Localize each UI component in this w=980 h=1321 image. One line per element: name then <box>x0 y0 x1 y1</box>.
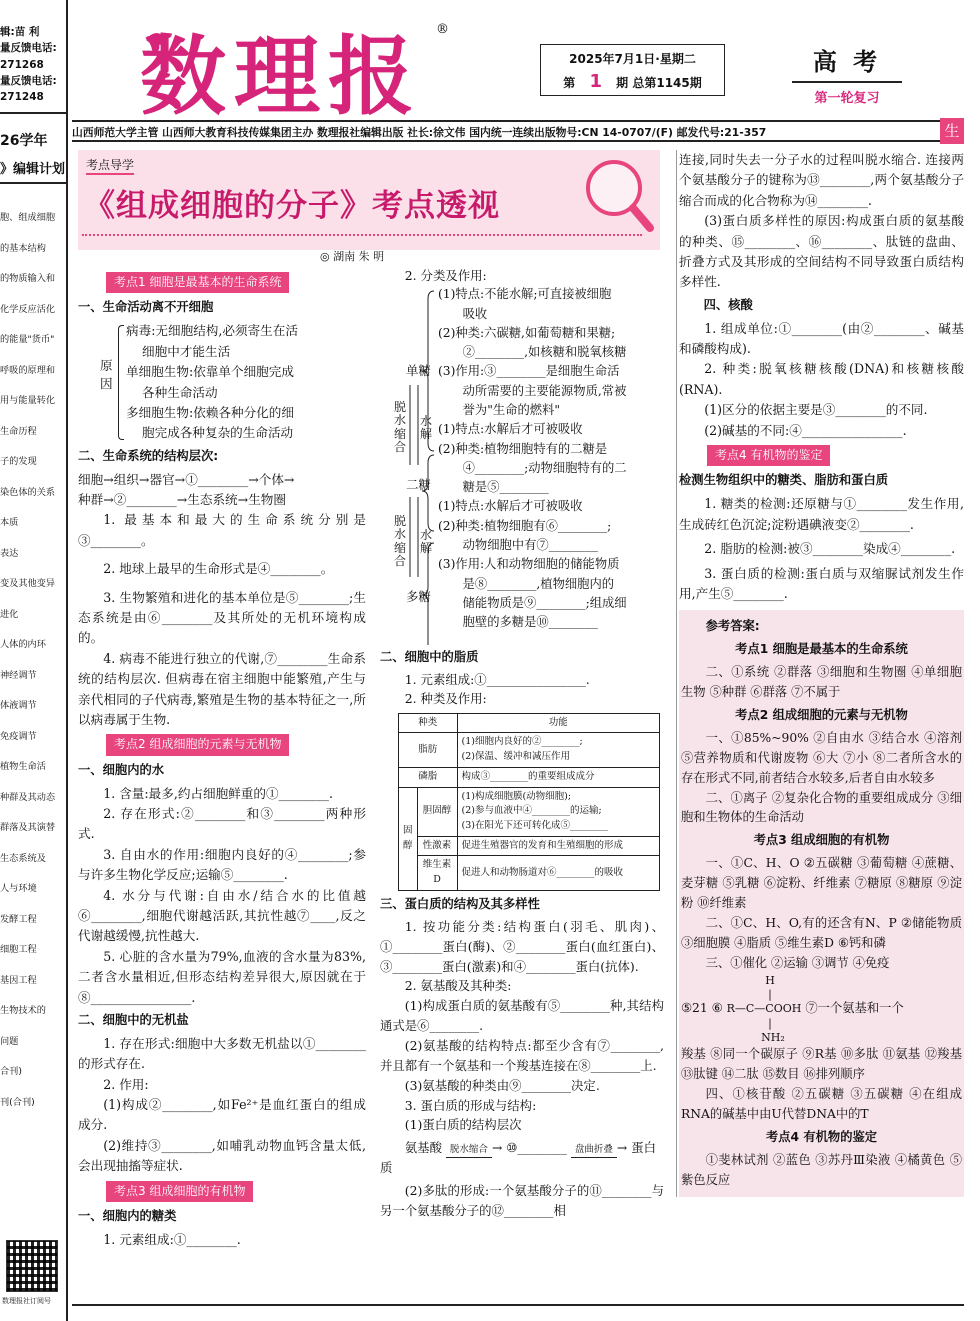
table-header: 功能 <box>457 713 659 733</box>
reason-line: 胞完成各种复杂的生命活动 <box>142 425 294 441</box>
hier-step: 蛋白质 <box>380 1140 657 1176</box>
toc-item[interactable]: 本质 <box>0 517 19 528</box>
reason-bracket <box>78 321 366 443</box>
poly-text: 动物细胞中有⑦________ <box>462 538 598 553</box>
section-head-k1: 考点1 细胞是最基本的生命系统 <box>106 272 289 293</box>
poly-text: (2)种类:植物细胞有⑥________; <box>438 518 612 533</box>
magnifier-icon <box>578 154 656 234</box>
hier-step: 氨基酸 <box>404 1140 442 1156</box>
hydrolysis-label: 水解 <box>420 414 433 442</box>
mono-text: (2)种类:六碳糖,如葡萄糖和果糖; <box>438 325 616 340</box>
toc-item[interactable]: 问题 <box>0 1035 19 1047</box>
reason-line: 各种生命活动 <box>142 384 218 400</box>
toc-item[interactable]: 的物质输入和 <box>0 273 56 284</box>
table-cell: 胆固醇 <box>417 787 457 836</box>
question: 1. 糖类的检测:还原糖与①________发生作用,生成砖红色沉淀;淀粉遇碘液变②________. <box>679 496 964 532</box>
subsection-title: 四、核酸 <box>703 297 753 312</box>
question: 3. 蛋白质的形成与结构: <box>404 1097 537 1113</box>
subject-badge: 生 <box>940 118 964 144</box>
registered-mark: ® <box>436 22 449 37</box>
table-cell: 维生素D <box>417 856 457 890</box>
poly-text: 胞壁的多糖是⑩________ <box>462 615 598 630</box>
answer-head: 考点2 组成细胞的元素与无机物 <box>735 707 908 722</box>
di-text: (2)种类:植物细胞特有的二糖是 <box>438 441 608 456</box>
section-head-k4: 考点4 有机物的鉴定 <box>707 445 830 466</box>
toc-item[interactable]: 进化 <box>0 608 19 620</box>
answer-text: 二、①离子 ②复杂化合物的重要组成成分 ③细胞和生物体的生命活动 <box>681 790 962 825</box>
answer-head: 考点4 有机物的鉴定 <box>765 1129 878 1144</box>
subsection-title: 一、细胞内的糖类 <box>78 1209 177 1223</box>
toc-item[interactable]: 的能量"货币" <box>0 334 55 345</box>
issue-total: 期 总第1145期 <box>616 76 702 90</box>
toc-item[interactable]: 人体的内环 <box>0 639 46 650</box>
question: (3)蛋白质多样性的原因:构成蛋白质的氨基酸的种类、⑮________、⑯________、肽链的盘曲、折叠方式及其形成的空间结构不同导致蛋白质结构多样性. <box>679 213 964 290</box>
text-line: 细胞→组织→器官→①________→个体→ <box>78 471 295 487</box>
toc-item[interactable]: 生物技术的 <box>0 1005 46 1016</box>
question: 2. 氨基酸及其种类: <box>404 978 512 994</box>
di-text: (1)特点:水解后才可被吸收 <box>438 422 583 437</box>
table-cell: (1)构成细胞膜(动物细胞); <box>461 790 572 802</box>
issue-box <box>540 44 725 96</box>
protein-hierarchy: 氨基酸 脱水缩合 → ⑩________ 盘曲折叠 → 蛋白质 <box>380 1140 657 1176</box>
subsection-title: 一、生命活动离不开细胞 <box>78 300 214 315</box>
text-line: 1. 元素组成:①________________. <box>404 672 590 688</box>
di-text: 糖是⑤________ <box>462 480 549 495</box>
toc-item[interactable]: 发酵工程 <box>0 913 37 925</box>
question: 5. 心脏的含水量为79%,血液的含水量为83%,二者含水量相近,但形态结构差异很大,原因就在于⑧________________. <box>78 948 366 1005</box>
plan-title: 》编辑计划 <box>0 162 66 177</box>
masthead-logo <box>130 18 440 122</box>
question: (1)区分的依据主要是③________的不同. <box>704 402 928 418</box>
reason-line: 单细胞生物:依靠单个细胞完成 <box>126 364 294 380</box>
question: 3. 蛋白质的检测:蛋白质与双缩脲试剂发生作用,产生⑤________. <box>679 565 964 601</box>
column-1 <box>78 268 366 1250</box>
toc-item[interactable]: 体液调节 <box>0 700 37 711</box>
subsection-title: 二、细胞中的脂质 <box>380 650 479 665</box>
question: 连接,同时失去一分子水的过程叫脱水缩合. 连接两个氨基酸分子的键称为⑬________,两个氨基酸分子缩合而成的化合物称为⑭________. <box>679 152 964 208</box>
logo-text: 数理报 <box>140 26 422 118</box>
question: (2)维持③________,如哺乳动物血钙含量太低,会出现抽搐等症状. <box>78 1137 366 1174</box>
mono-text: ②________,如核糖和脱氧核糖 <box>462 345 627 360</box>
answer-text: 羧基 ⑧同一个碳原子 ⑨R基 ⑩多肽 ⑪氨基 ⑫羧基 ⑬肽键 ⑭二肽 ⑮数目 ⑯排列顺序 <box>681 1047 962 1082</box>
toc-item[interactable]: 群落及其演替 <box>0 822 56 833</box>
conversion-arrows <box>380 285 440 645</box>
reason-line: 细胞中才能生活 <box>142 343 231 359</box>
toc-item[interactable]: 染色体的关系 <box>0 486 56 498</box>
toc-item[interactable]: 变及其他变异 <box>0 578 56 589</box>
table-cell: 固醇 <box>399 787 418 890</box>
table-cell: (2)参与血液中④________的运输; <box>461 805 602 817</box>
toc-list <box>0 212 66 1127</box>
answer-text: 二、①C、H、O,有的还含有N、P ②储能物质 ③细胞膜 ④脂质 ⑤维生素D ⑥钙和磷 <box>681 915 962 950</box>
reason-line: 病毒:无细胞结构,必须寄生在活 <box>126 323 298 339</box>
table-cell: 构成③________的重要组成成分 <box>457 767 659 787</box>
editor-line: 量反馈电话: <box>0 74 57 87</box>
article-title: 《组成细胞的分子》考点透视 <box>84 188 500 224</box>
text-line: 2. 种类及作用: <box>404 691 487 707</box>
section-head-k3: 考点3 组成细胞的有机物 <box>106 1181 253 1202</box>
article-author: ◎ 湖南 朱 明 <box>320 250 385 263</box>
question: 2. 种类:脱氧核糖核酸(DNA)和核糖核酸(RNA). <box>679 361 964 397</box>
mono-text: (3)作用:③________是细胞生命活 <box>438 364 620 379</box>
question: (1)蛋白质的结构层次 <box>404 1117 522 1133</box>
table-cell: (1)细胞内良好的②________; <box>461 736 583 748</box>
toc-item[interactable]: 免疫调节 <box>0 730 37 742</box>
lipid-table <box>398 713 660 891</box>
question: (2)多肽的形成:一个氨基酸分子的⑪________与另一个氨基酸分子的⑫________相 <box>380 1183 664 1219</box>
answer-text: 一、①C、H、O ②五碳糖 ③葡萄糖 ④蔗糖、麦芽糖 ⑤乳糖 ⑥淀粉、纤维素 ⑦糖原 ⑧糖原 ⑨淀粉 ⑩纤维素 <box>681 856 962 911</box>
editor-line: 量反馈电话: <box>0 42 57 55</box>
toc-item[interactable]: 神经调节 <box>0 669 37 681</box>
formula-nh2: NH₂ <box>761 1030 785 1044</box>
publisher-line: 山西师范大学主管 山西师大教育科技传媒集团主办 数理报社编辑出版 社长:徐文伟 国内统一连续出版物号:CN 14-0707/(F) 邮发代号:21-357 <box>72 120 940 142</box>
question: 2. 地球上最早的生命形式是④________。 <box>103 561 334 577</box>
hier-step: ⑩________ <box>506 1140 567 1156</box>
table-cell: 脂肪 <box>399 733 458 767</box>
editor-line: 辑:苗 利 <box>0 26 40 38</box>
answer-head: 考点1 细胞是最基本的生命系统 <box>735 642 908 657</box>
mono-text: 动所需要的主要能源物质,常被 <box>462 383 627 398</box>
poly-text: (3)作用:人和动物细胞的储能物质 <box>438 557 620 572</box>
toc-item[interactable]: 刊(合刊) <box>0 1096 35 1108</box>
hier-arrow: 盘曲折叠 <box>571 1142 617 1158</box>
question: 4. 病毒不能进行独立的代谢,⑦________生命系统的结构层次. 但病毒在宿主细胞中能繁殖,产生与亲代相同的子代病毒,繁殖是生物的基本特征之一,所以病毒属于生物. <box>78 650 366 727</box>
mono-text: 誉为"生命的燃料" <box>462 403 560 417</box>
reason-line: 多细胞生物:依赖各种分化的细 <box>126 404 294 420</box>
question: 3. 自由水的作用:细胞内良好的④________;参与许多生物化学反应;运输⑤________. <box>78 846 366 883</box>
issue-label: 第 <box>563 76 576 90</box>
question: 1. 组成单位:①________(由②________、碱基和磷酸构成). <box>679 320 964 357</box>
answer-text: 三、①催化 ②运输 ③调节 ④免疫 <box>705 955 890 970</box>
question: 4. 水分与代谢:自由水/结合水的比值越⑥________,细胞代谢越活跃,其抗性越⑦____,反之代谢越缓慢,抗性越大. <box>78 887 366 944</box>
text-line: 种群→②________→生态系统→生物圈 <box>78 491 286 507</box>
section-head-k2: 考点2 组成细胞的元素与无机物 <box>106 734 289 755</box>
answer-text: 一、①85%~90% ②自由水 ③结合水 ④溶剂 ⑤营养物质和代谢废物 ⑥大 ⑦小 ⑧二者所含水的存在形式不同,前者结合水较多,后者自由水较多 <box>681 730 962 785</box>
editor-info <box>0 24 66 105</box>
issue-number: 1 <box>589 71 602 92</box>
date-line: 2025年7月1日·星期二 <box>569 52 696 66</box>
mono-label: 单糖 <box>406 363 431 379</box>
formula-main: R—C—COOH <box>726 1002 802 1016</box>
toc-item[interactable]: 生命历程 <box>0 425 37 437</box>
qr-caption: 数理报社订阅号 <box>2 1297 51 1305</box>
table-cell: 促进人和动物肠道对⑥________的吸收 <box>457 856 659 890</box>
question: (1)构成蛋白质的氨基酸有⑤________种,其结构通式是⑥________. <box>380 998 664 1034</box>
subsection-title: 三、蛋白质的结构及其多样性 <box>380 896 540 911</box>
editor-line: 271268 <box>0 58 44 71</box>
toc-item[interactable]: 表达 <box>0 547 19 559</box>
column-3 <box>676 150 964 1197</box>
question: 1. 按功能分类:结构蛋白(羽毛、肌肉)、①________蛋白(酶)、②________蛋白(血红蛋白)、③________蛋白(激素)和④________蛋白(抗体). <box>380 918 664 974</box>
di-label: 二糖 <box>406 477 431 493</box>
question: 3. 生物繁殖和进化的基本单位是⑤________;生态系统是由⑥________及其所处的无机环境构成的。 <box>78 589 366 646</box>
amino-formula-row <box>681 974 962 1045</box>
article-header <box>78 150 660 250</box>
toc-item[interactable]: 种群及其动态 <box>0 791 56 803</box>
poly-text: 是⑧________,植物细胞内的 <box>462 576 615 591</box>
toc-item[interactable]: 胞、组成细胞 <box>0 212 56 223</box>
answer-text: ⑤21 ⑥ <box>681 1001 723 1016</box>
di-text: ④________;动物细胞特有的二 <box>462 460 627 475</box>
year-title: 26学年 <box>0 133 48 149</box>
question: 1. 含量:最多,约占细胞鲜重的①________. <box>103 785 333 801</box>
answer-text: ⑦一个氨基和一个 <box>805 1001 904 1016</box>
answer-head: 考点3 组成细胞的有机物 <box>753 833 890 848</box>
subsection-title: 二、生命系统的结构层次: <box>78 448 219 463</box>
subsection-title: 一、细胞内的水 <box>78 762 165 777</box>
toc-item[interactable]: 基因工程 <box>0 974 37 986</box>
toc-item[interactable]: 的基本结构 <box>0 242 46 254</box>
poly-label: 多糖 <box>406 589 431 605</box>
toc-item[interactable]: 化学反应活化 <box>0 303 56 315</box>
hydrolysis-label: 水解 <box>420 528 433 556</box>
table-cell: 促进生殖器官的发育和生殖细胞的形成 <box>457 836 659 856</box>
reason-label: 原因 <box>100 358 113 391</box>
toc-item[interactable]: 生态系统及 <box>0 852 46 864</box>
table-header: 种类 <box>399 713 458 733</box>
answer-box <box>679 610 964 1196</box>
question: (3)氨基酸的种类由⑨________决定. <box>404 1077 600 1093</box>
dehydration-label: 脱水缩合 <box>394 514 407 568</box>
dehydration-label: 脱水缩合 <box>394 400 407 454</box>
question: 2. 脂肪的检测:被③________染成④________. <box>704 541 956 557</box>
question: 1. 最基本和最大的生命系统分别是③________。 <box>78 512 366 548</box>
table-cell: 磷脂 <box>399 767 458 787</box>
article-kicker: 考点导学 <box>86 156 134 175</box>
answer-text: ①斐林试剂 ②蓝色 ③苏丹Ⅲ染液 ④橘黄色 ⑤紫色反应 <box>681 1152 962 1187</box>
subsection-title: 检测生物组织中的糖类、脂肪和蛋白质 <box>679 473 889 488</box>
grade-block <box>792 42 902 106</box>
table-cell: (2)保温、缓冲和减压作用 <box>461 751 570 763</box>
toc-item[interactable]: 人与环境 <box>0 883 37 894</box>
toc-item[interactable]: 细胞工程 <box>0 944 37 955</box>
question: 2. 作用: <box>103 1076 149 1092</box>
question: 2. 存在形式:②________和③________两种形式. <box>78 806 366 842</box>
editor-line: 271248 <box>0 91 44 104</box>
question: 1. 存在形式:细胞中大多数无机盐以①________的形式存在. <box>78 1035 366 1072</box>
formula-h: H <box>765 973 775 987</box>
question: 1. 元素组成:①________. <box>103 1231 241 1247</box>
qr-code[interactable] <box>6 1240 58 1292</box>
mono-text: (1)特点:不能水解;可直接被细胞 <box>438 287 612 302</box>
grade-label: 高 考 <box>812 47 882 76</box>
question: (1)构成②________,如Fe²⁺是血红蛋白的组成成分. <box>78 1097 366 1133</box>
series-label: 第一轮复习 <box>792 81 902 106</box>
subsection-title: 二、细胞中的无机盐 <box>78 1012 189 1027</box>
toc-item[interactable]: 子的发现 <box>0 456 37 467</box>
answer-title: 参考答案: <box>705 619 760 634</box>
text-line: 2. 分类及作用: <box>404 268 487 283</box>
question: (2)氨基酸的结构特点:都至少含有⑦________,并且都有一个氨基和一个羧基连接在⑧________上. <box>380 1038 664 1073</box>
poly-text: (1)特点:水解后才可被吸收 <box>438 499 583 514</box>
toc-item[interactable]: 呼吸的原理和 <box>0 364 56 376</box>
toc-item[interactable]: 用与能量转化 <box>0 395 56 406</box>
sugar-diagram <box>380 285 664 645</box>
poly-text: 储能物质是⑨________;组成细 <box>462 595 627 610</box>
question: (2)碱基的不同:④________________. <box>704 422 907 438</box>
answer-text: 二、①系统 ②群落 ③细胞和生物圈 ④单细胞生物 ⑤种群 ⑥群落 ⑦不属于 <box>681 665 962 699</box>
toc-item[interactable]: 合刊) <box>0 1066 22 1077</box>
amino-formula: H | R—C—COOH | NH₂ <box>726 973 802 1044</box>
table-cell: (3)在阳光下还可转化成⑤________ <box>461 820 608 832</box>
hier-arrow: 脱水缩合 <box>446 1142 492 1158</box>
table-cell: 性激素 <box>417 836 457 856</box>
mono-text: 吸收 <box>462 306 488 321</box>
toc-item[interactable]: 植物生命活 <box>0 761 46 772</box>
logo-graphic <box>130 18 440 118</box>
answer-text: 四、①核苷酸 ②五碳糖 ③五碳糖 ④在组成RNA的碱基中由U代替DNA中的T <box>681 1086 962 1121</box>
sugar-classification <box>380 266 664 1221</box>
